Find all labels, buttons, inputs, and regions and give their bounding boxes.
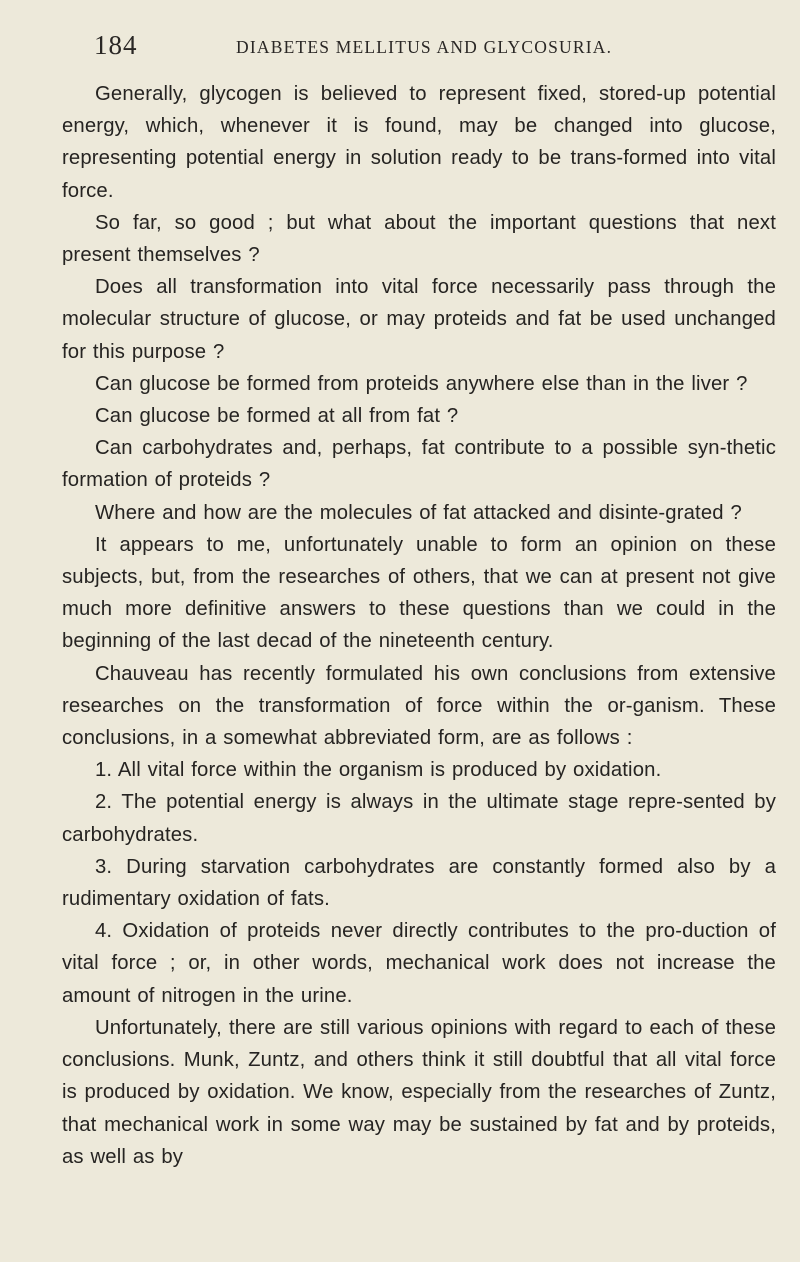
paragraph: Can carbohydrates and, perhaps, fat contribute to a possible syn-thetic formation of proteids ? <box>62 437 776 492</box>
paragraph: Where and how are the molecules of fat attacked and disinte-grated ? <box>95 501 742 524</box>
paragraph: It appears to me, unfortunately unable to form an opinion on these subjects, but, from the researches of others, that we can at present not give much more definitive answers to these questions than we could in the beginning of the last decad of the nineteenth century. <box>62 533 776 653</box>
list-item: 2. The potential energy is always in the ultimate stage repre-sented by carbohydrates. <box>62 791 776 846</box>
list-item: 1. All vital force within the organism is produced by oxidation. <box>95 759 662 782</box>
list-item: 3. During starvation carbohydrates are constantly formed also by a rudimentary oxidation of fats. <box>62 855 776 911</box>
paragraph: Chauveau has recently formulated his own conclusions from extensive researches on the transformation of force within the or-ganism. These conclusions, in a somewhat abbreviated form, are as follows : <box>62 662 776 750</box>
paragraph: So far, so good ; but what about the important questions that next present themselves ? <box>62 211 776 267</box>
body-text <box>62 78 776 1173</box>
paragraph: Can glucose be formed at all from fat ? <box>95 405 459 428</box>
paragraph: Does all transformation into vital force necessarily pass through the molecular structure of glucose, or may proteids and fat be used unchanged for this purpose ? <box>62 276 776 363</box>
paragraph: Generally, glycogen is believed to represent fixed, stored-up potential energy, which, whenever it is found, may be changed into glucose, representing potential energy in solution ready to be trans-formed into vital force. <box>62 83 776 202</box>
list-item: 4. Oxidation of proteids never directly contributes to the pro-duction of vital force ; or, in other words, mechanical work does not increase the amount of nitrogen in the urine. <box>62 920 776 1007</box>
running-head: DIABETES MELLITUS AND GLYCOSURIA. <box>236 37 613 57</box>
page-number: 184 <box>94 30 138 60</box>
paragraph: Can glucose be formed from proteids anywhere else than in the liver ? <box>95 372 748 395</box>
paragraph: Unfortunately, there are still various opinions with regard to each of these conclusions. Munk, Zuntz, and others think it still doubtful that all vital force is produced by oxidation. We know, especially from the researches of Zuntz, that mechanical work in some way may be sustained by fat and by proteids, as well as by <box>62 1016 776 1168</box>
page-header <box>94 30 772 64</box>
